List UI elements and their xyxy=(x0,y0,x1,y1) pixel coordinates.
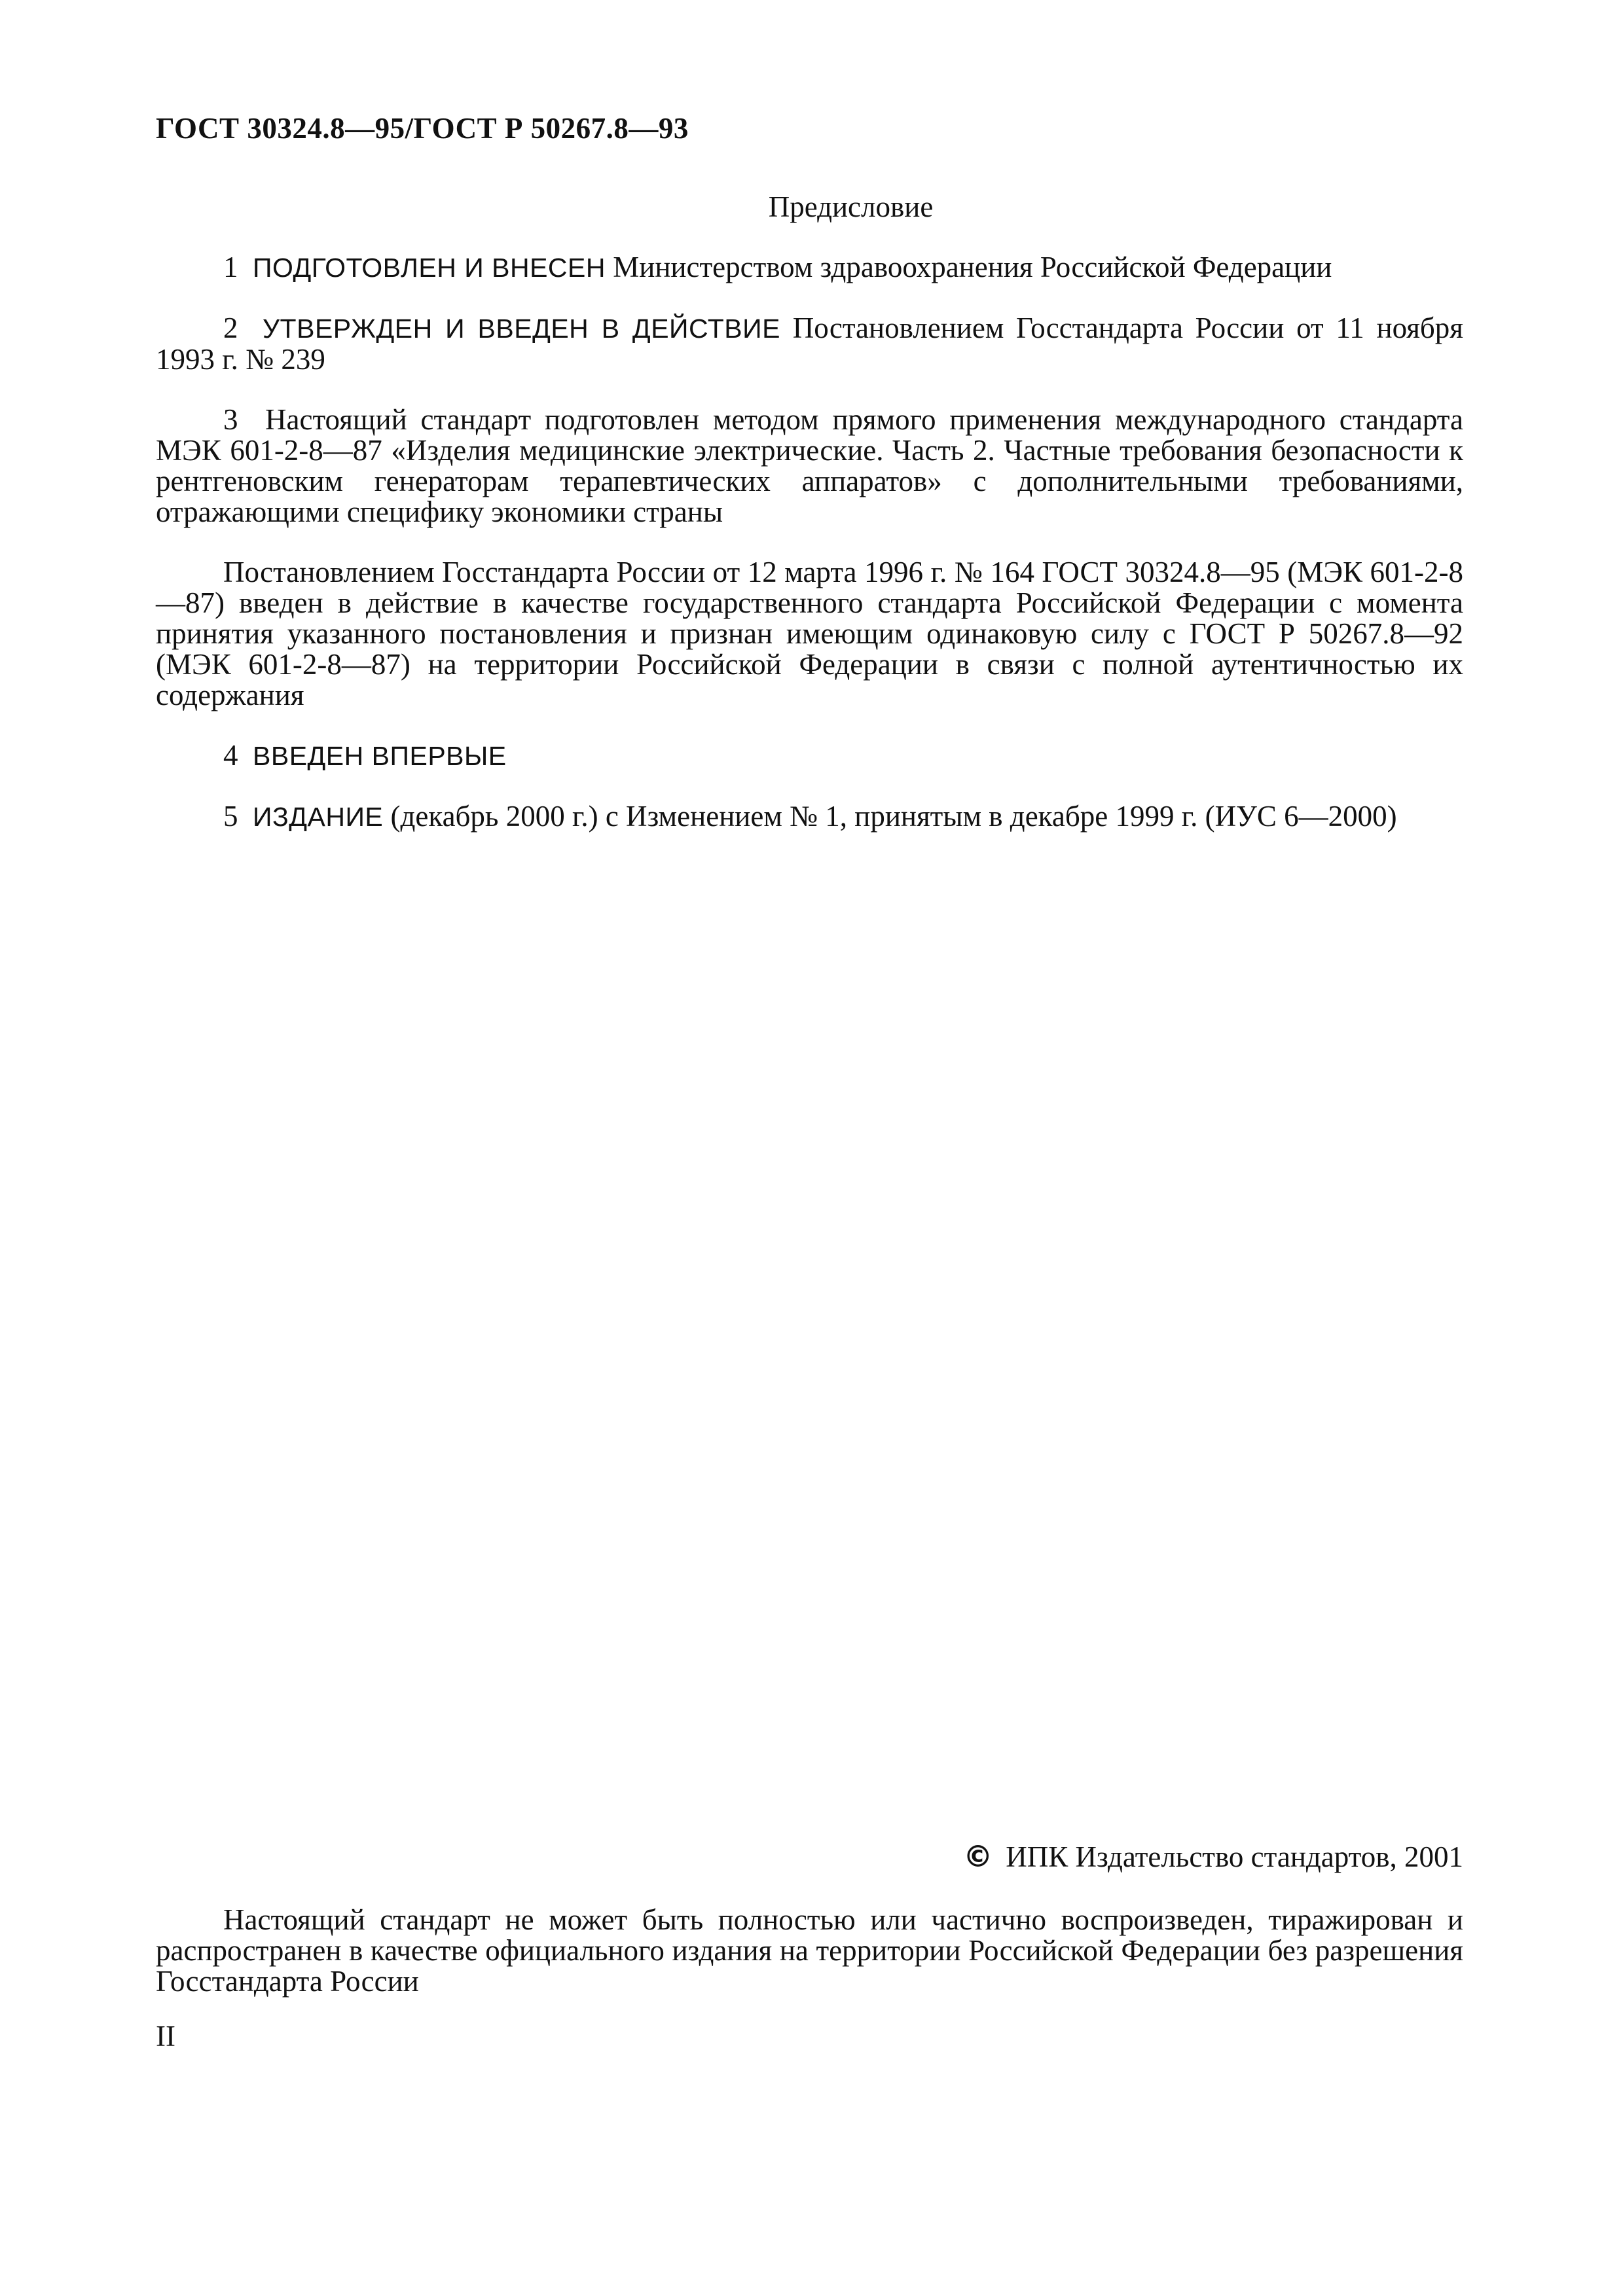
reproduction-notice: Настоящий стандарт не может быть полностью или частично воспроизведен, тиражирован и распространен в качестве официального издания на территории Российской Федерации без разрешения Госстандарта России xyxy=(156,1903,1463,1998)
item-caps-heading: ВВЕДЕН ВПЕРВЫЕ xyxy=(253,741,507,771)
foreword-item-3 xyxy=(156,404,1463,528)
item-caps-heading: УТВЕРЖДЕН И ВВЕДЕН В ДЕЙСТВИЕ xyxy=(263,314,780,344)
item-caps-heading: ИЗДАНИЕ xyxy=(253,802,384,832)
foreword-body xyxy=(156,252,1463,862)
item-caps-heading: ПОДГОТОВЛЕН И ВНЕСЕН xyxy=(253,253,606,283)
copyright-text: ИПК Издательство стандартов, 2001 xyxy=(1006,1840,1463,1873)
document-header-code: ГОСТ 30324.8—95/ГОСТ Р 50267.8—93 xyxy=(156,112,689,145)
item-text: Постановлением Госстандарта России от 12 марта 1996 г. № 164 ГОСТ 30324.8—95 (МЭК 601-2-8—87) введен в действие в качестве государственного стандарта Российской Федерации с момента принятия указанного постановления и признан имеющим одинаковую силу с ГОСТ Р 50267.8—92 (МЭК 601-2-8—87) на территории Российской Федерации в связи с полной аутентичностью их содержания xyxy=(156,556,1463,711)
item-text: Министерством здравоохранения Российской Федерации xyxy=(605,251,1332,283)
item-number: 3 xyxy=(223,403,238,436)
foreword-item-5 xyxy=(156,801,1463,833)
item-text: Настоящий стандарт подготовлен методом прямого применения международного стандарта МЭК 601-2-8—87 «Изделия медицинские электрические. Часть 2. Частные требования безопасности к рентгеновским генераторам терапевтических аппаратов» с дополнительными требованиями, отражающими специфику экономики страны xyxy=(156,403,1463,528)
item-text: (декабрь 2000 г.) с Изменением № 1, принятым в декабре 1999 г. (ИУС 6—2000) xyxy=(383,800,1397,833)
item-number: 1 xyxy=(223,251,238,283)
foreword-item-3-continuation xyxy=(156,557,1463,711)
item-number: 2 xyxy=(223,312,238,344)
item-text: Постановлением Госстандарта России от 11 ноября 1993 г. № 239 xyxy=(156,312,1463,376)
foreword-item-2 xyxy=(156,313,1463,375)
foreword-item-1 xyxy=(156,252,1463,283)
copyright-line xyxy=(156,1839,1463,1874)
foreword-title: Предисловие xyxy=(768,190,934,223)
foreword-item-4 xyxy=(156,740,1463,772)
copyright-icon: © xyxy=(963,1839,993,1874)
item-number: 4 xyxy=(223,739,238,772)
item-number: 5 xyxy=(223,800,238,833)
page-number: II xyxy=(156,2020,175,2053)
